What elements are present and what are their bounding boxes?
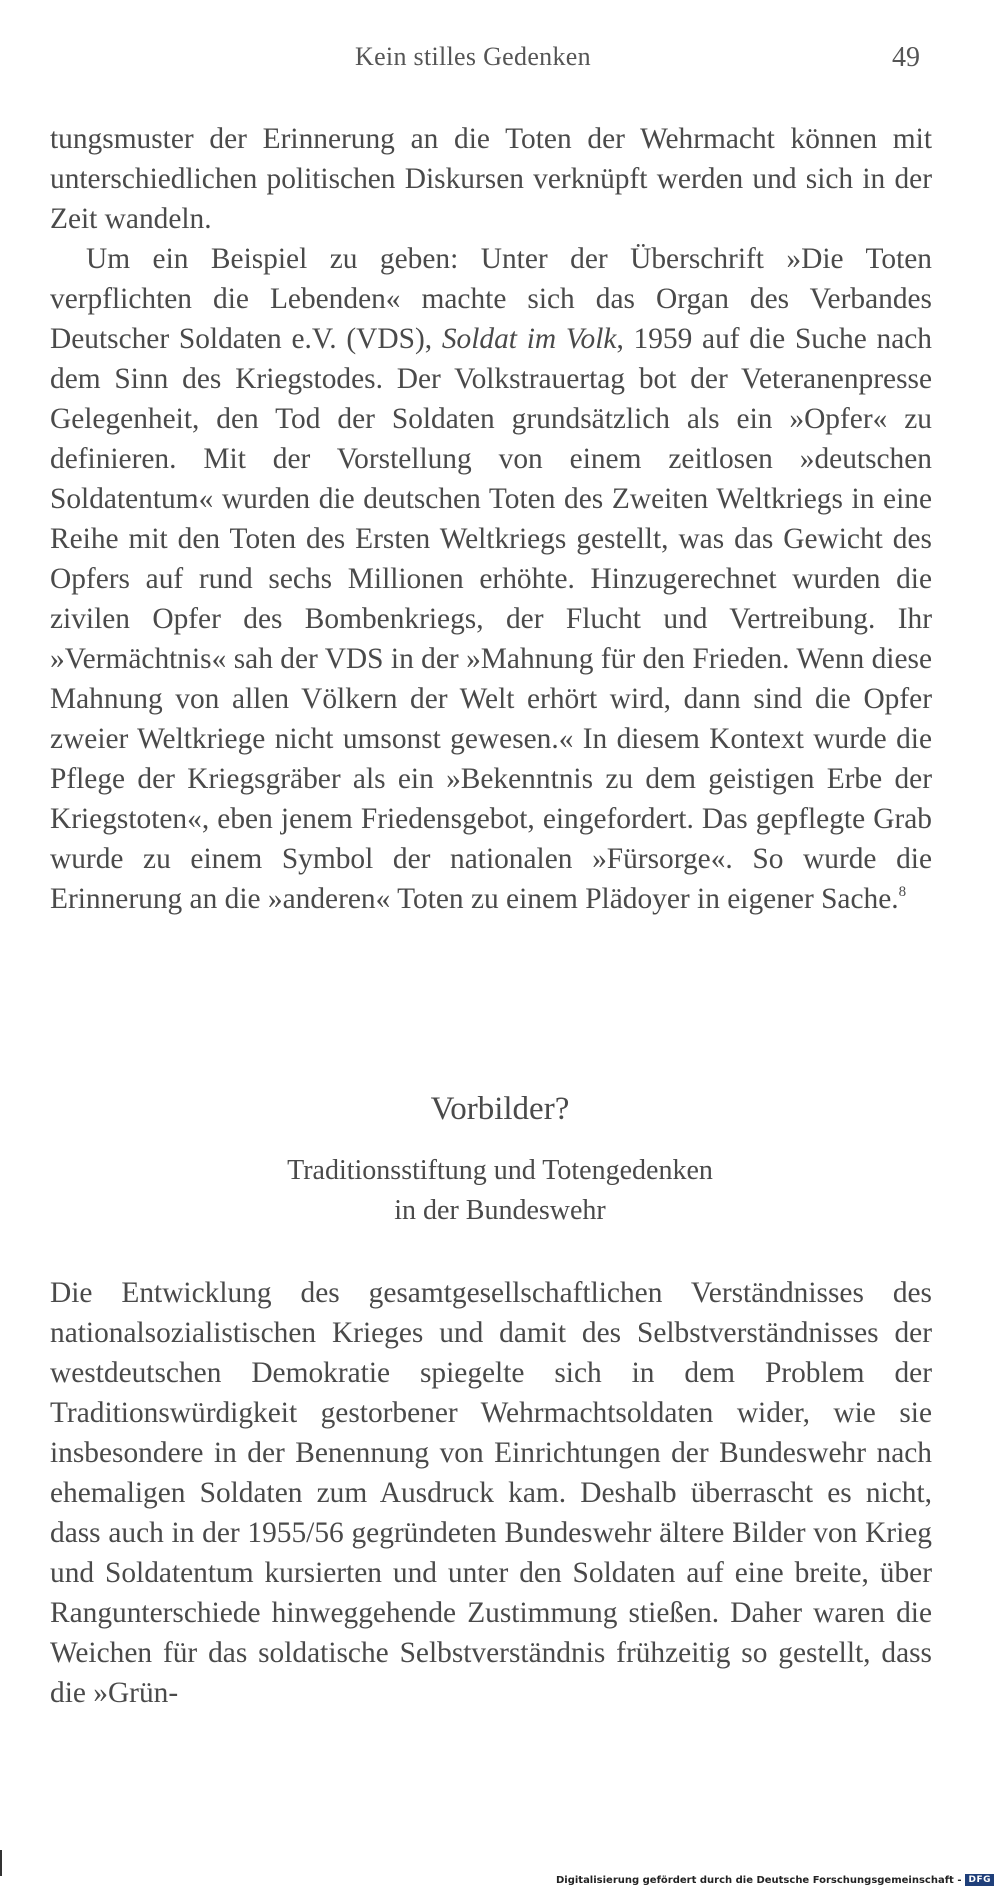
paragraph-1 bbox=[50, 119, 932, 239]
scan-edge-mark bbox=[0, 1850, 2, 1876]
paragraph-2-text bbox=[50, 239, 932, 919]
publication-title: Soldat im Volk bbox=[441, 323, 617, 355]
paragraph-2 bbox=[50, 239, 932, 919]
section-subtitle-line-1: Traditionsstiftung und Totengedenken bbox=[287, 1155, 713, 1186]
paragraph-3-text: Die Entwicklung des gesamtgesellschaftlichen Verständnisses des nationalsozialistischen Krieges und damit des Selbstverständnisses der westdeutschen Demokratie spiegelte sich in dem Problem der Traditionswürdigkeit gestorbener Wehrmachtsoldaten wider, wie sie insbesondere in der Benennung von Einrichtungen der Bundeswehr nach ehemaligen Soldaten zum Ausdruck kam. Deshalb überrascht es nicht, dass auch in der 1955/56 gegründeten Bundeswehr ältere Bilder von Krieg und Soldatentum kursierten und unter den Soldaten auf eine breite, über Rangunterschiede hinweggehende Zustimmung stießen. Daher waren die Weichen für das soldatische Selbstverständnis frühzeitig so gestellt, dass die »Grün- bbox=[50, 1277, 932, 1709]
running-head: Kein stilles Gedenken bbox=[355, 42, 591, 71]
paragraph-1-text: tungsmuster der Erinnerung an die Toten der Wehrmacht können mit unterschiedlichen politischen Diskursen verknüpft werden und sich in der Zeit wandeln. bbox=[50, 123, 932, 235]
dfg-logo: DFG bbox=[965, 1874, 994, 1886]
paragraph-3 bbox=[50, 1273, 932, 1713]
paragraph-2-part-a: Um ein Beispiel zu geben: Unter der Überschrift »Die Toten verpflichten die Lebenden« machte sich das Organ des Verbandes Deutscher Soldaten e.V. (VDS), bbox=[50, 243, 932, 355]
section-subtitle-line-2: in der Bundeswehr bbox=[394, 1195, 606, 1226]
footer-text: Digitalisierung gefördert durch die Deutsche Forschungsgemeinschaft - bbox=[555, 1874, 962, 1886]
page-number: 49 bbox=[892, 42, 920, 73]
paragraph-2-part-b: , 1959 auf die Suche nach dem Sinn des Kriegstodes. Der Volkstrauertag bot der Veteranenpresse Gelegenheit, den Tod der Soldaten grundsätzlich als ein »Opfer« zu definieren. Mit der Vorstellung von einem zeitlosen »deutschen Soldatentum« wurden die deutschen Toten des Zweiten Weltkriegs in eine Reihe mit den Toten des Ersten Weltkriegs gestellt, was das Gewicht des Opfers auf rund sechs Millionen erhöhte. Hinzugerechnet wurden die zivilen Opfer des Bombenkriegs, der Flucht und Vertreibung. Ihr »Vermächtnis« sah der VDS in der »Mahnung für den Frieden. Wenn diese Mahnung von allen Völkern der Welt erhört wird, dann sind die Opfer zweier Weltkriege nicht umsonst gewesen.« In diesem Kontext wurde die Pflege der Kriegsgräber als ein »Bekenntnis zu dem geistigen Erbe der Kriegstoten«, eben jenem Friedensgebot, eingefordert. Das gepflegte Grab wurde zu einem Symbol der nationalen »Fürsorge«. So wurde die Erinnerung an die »anderen« Toten zu einem Plädoyer in eigener Sache. bbox=[50, 323, 932, 915]
footnote-reference: 8 bbox=[898, 884, 907, 900]
digitization-footer bbox=[556, 1874, 994, 1886]
section-title: Vorbilder? bbox=[430, 1091, 570, 1127]
